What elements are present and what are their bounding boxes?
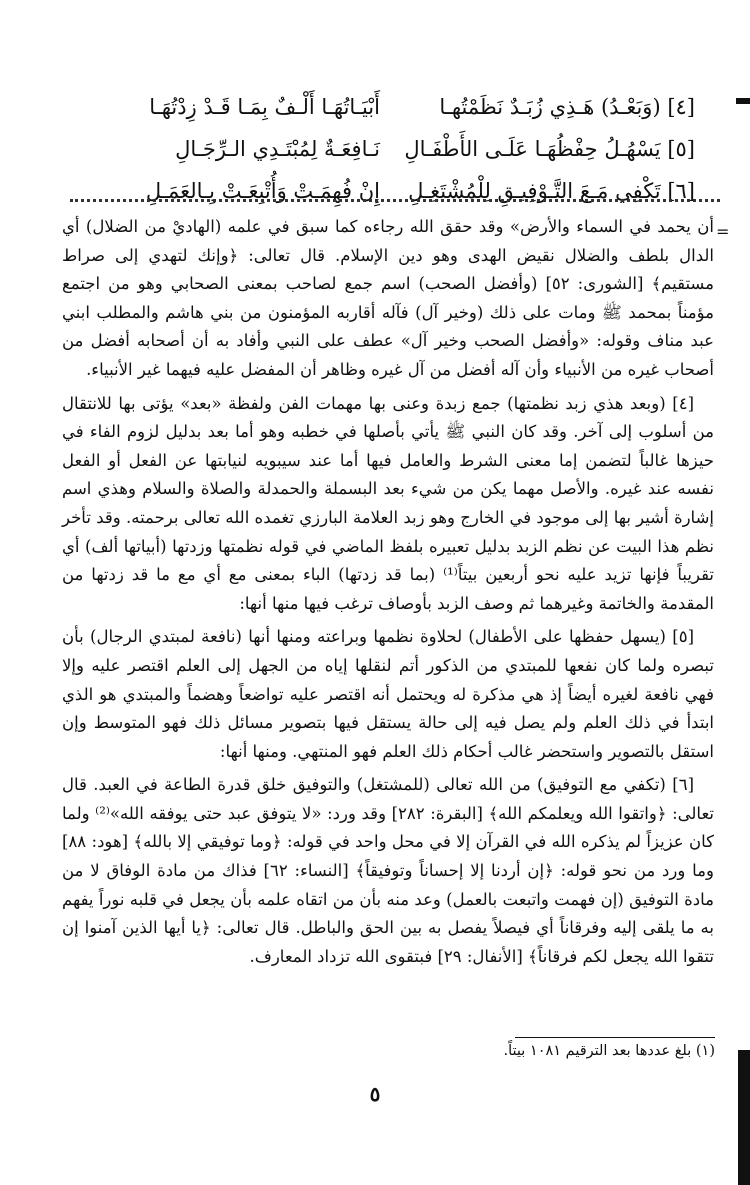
commentary-text [62, 213, 714, 976]
verse-second-hemistich: نَـافِعَـةٌ لِمُبْتَـدِي الـرِّجَـالِ [175, 137, 380, 161]
verse-row [95, 170, 695, 212]
verse-first-hemistich: [٦] تَكْفِي مَـعَ التَّـوْفِيـقِ لِلْمُشْتَغِـلِ [408, 179, 695, 203]
page-number: ٥ [369, 1082, 381, 1106]
paragraph: [٦] (تكفي مع التوفيق) من الله تعالى (للمشتغل) والتوفيق خلق قدرة الطاعة في العبد. قال تعالى: ﴿واتقوا الله ويعلمكم الله﴾ [البقرة: ٢٨٢] وقد ورد: «لا يتوفق عبد حتى يوفقه الله»⁽²⁾ ولما كان عزيزاً لم يذكره الله في القرآن إلا في محل واحد في قوله: ﴿وما توفيقي إلا بالله﴾ [هود: ٨٨] وما ورد من نحو قوله: ﴿إن أردنا إلا إحساناً وتوفيقاً﴾ [النساء: ٦٢] فذاك من مادة الوفاق لا من مادة التوفيق (إن فهمت واتبعت بالعمل) وعد منه بأن من اتقاه علمه بأن يجعل في قلبه نوراً يفهم به ما يلقى إليه وفرقاناً أي فيصلاً يفصل به بين الحق والباطل. قال تعالى: ﴿يا أيها الذين آمنوا إن تتقوا الله يجعل لكم فرقاناً﴾ [الأنفال: ٢٩] فبتقوى الله تزداد المعارف. [62, 775, 715, 966]
verse-first-hemistich: [٤] (وَبَعْـدُ) هَـذِي زُبَـدٌ نَظَمْتُهـا [439, 95, 695, 119]
paragraph: [٤] (وبعد هذي زبد نظمتها) جمع زبدة وعنى بها مهمات الفن ولفظة «بعد» يؤتى بها للانتقال من أسلوب إلى آخر. وقد كان النبي ﷺ يأتي بأصلها في خطبه وهو أما بعد بدليل لزوم الفاء في حيزها غالباً لتضمن إما معنى الشرط والعامل فيها أما عند سيبويه لنيابتها عن الفعل أو الفعل نفسه عند غيره. والأصل مهما يكن من شيء بعد البسملة والحمدلة والصلاة والسلام وهذي اسم إشارة أشير بها إلى موجود في الخارج وهو زبد العلامة البارزي تغمده الله تعالى برحمته. وقد تأخر نظم هذا البيت عن نظم الزبد بدليل تعبيره بلفظ الماضي في قوله نظمتها وزدتها (أبياتها ألف) أي تقريباً فإنها تزيد عليه نحو أربعين بيتاً⁽¹⁾ (بما قد زدتها) الباء بمعنى مع أي مع ما قد زدتها من المقدمة والخاتمة وغيرهما ثم وصف الزبد بأوصاف ترغب فيها منها أنها: [62, 393, 715, 613]
footnote-rule [515, 1037, 715, 1038]
footnote: (١) بلغ عددها بعد الترقيم ١٠٨١ بيتاً. [503, 1043, 715, 1059]
edge-mark [736, 98, 750, 104]
continuation-mark: = [716, 222, 730, 241]
verse-first-hemistich: [٥] يَسْهُـلُ حِفْظُهَـا عَلَـى الأَطْفَـالِ [404, 137, 695, 161]
edge-shadow [738, 1050, 750, 1185]
verse-second-hemistich: أَبْيَـاتُهَـا أَلْـفٌ بِمَـا قَـدْ زِدْتُهَـا [149, 95, 380, 119]
paragraph: أن يحمد في السماء والأرض» وقد حقق الله رجاءه كما سبق في علمه (الهاديْ من الضلال) أي الدال بلطف والضلال نقيض الهدى وهو دين الإسلام. قال تعالى: ﴿وإنك لتهدي إلى صراط مستقيم﴾ [الشورى: ٥٢] (وأفضل الصحب) اسم جمع لصاحب بمعنى الصحابي وهو من اجتمع مؤمناً بمحمد ﷺ ومات على ذلك (وخير آل) فآله أقاربه المؤمنون من بني هاشم والمطلب ابني عبد مناف وقوله: «وأفضل الصحب وخير آل» عطف على النبي وأفاد به أن أصحابه أفضل من أصحاب غيره من الأنبياء وأن آله أفضل من آل غيره وظاهر أن المفضل عليه فيهما غير الأنبياء. [62, 217, 714, 379]
verse-row [95, 86, 695, 128]
verse-row [95, 128, 695, 170]
verse-second-hemistich: إِنْ فُهِمَـتْ وَأُتْبِعَـتْ بِـالعَمَـلِ [145, 179, 380, 203]
paragraph: [٥] (يسهل حفظها على الأطفال) لحلاوة نظمها وبراعته ومنها أنها (نافعة لمبتدي الرجال) بأن تبصره ولما كان نفعها للمبتدي من الذكور أتم لنقلها إياه من الجهل إلى العلم اقتصر عليه وإلا فهي نافعة لغيره أيضاً إذ هي مذكرة له ويحتمل أنه اقتصر عليه تواضعاً وهضماً والمبتدي هو الذي ابتدأ في ذلك العلم ولم يصل فيه إلى حالة يستقل فيها بتصوير مسائل ذلك فهو المتوسط وإن استقل بالتصوير واستحضر غالب أحكام ذلك العلم فهو المنتهي. ومنها أنها: [62, 627, 714, 761]
dotted-separator [70, 199, 720, 202]
verse-block [95, 86, 695, 212]
